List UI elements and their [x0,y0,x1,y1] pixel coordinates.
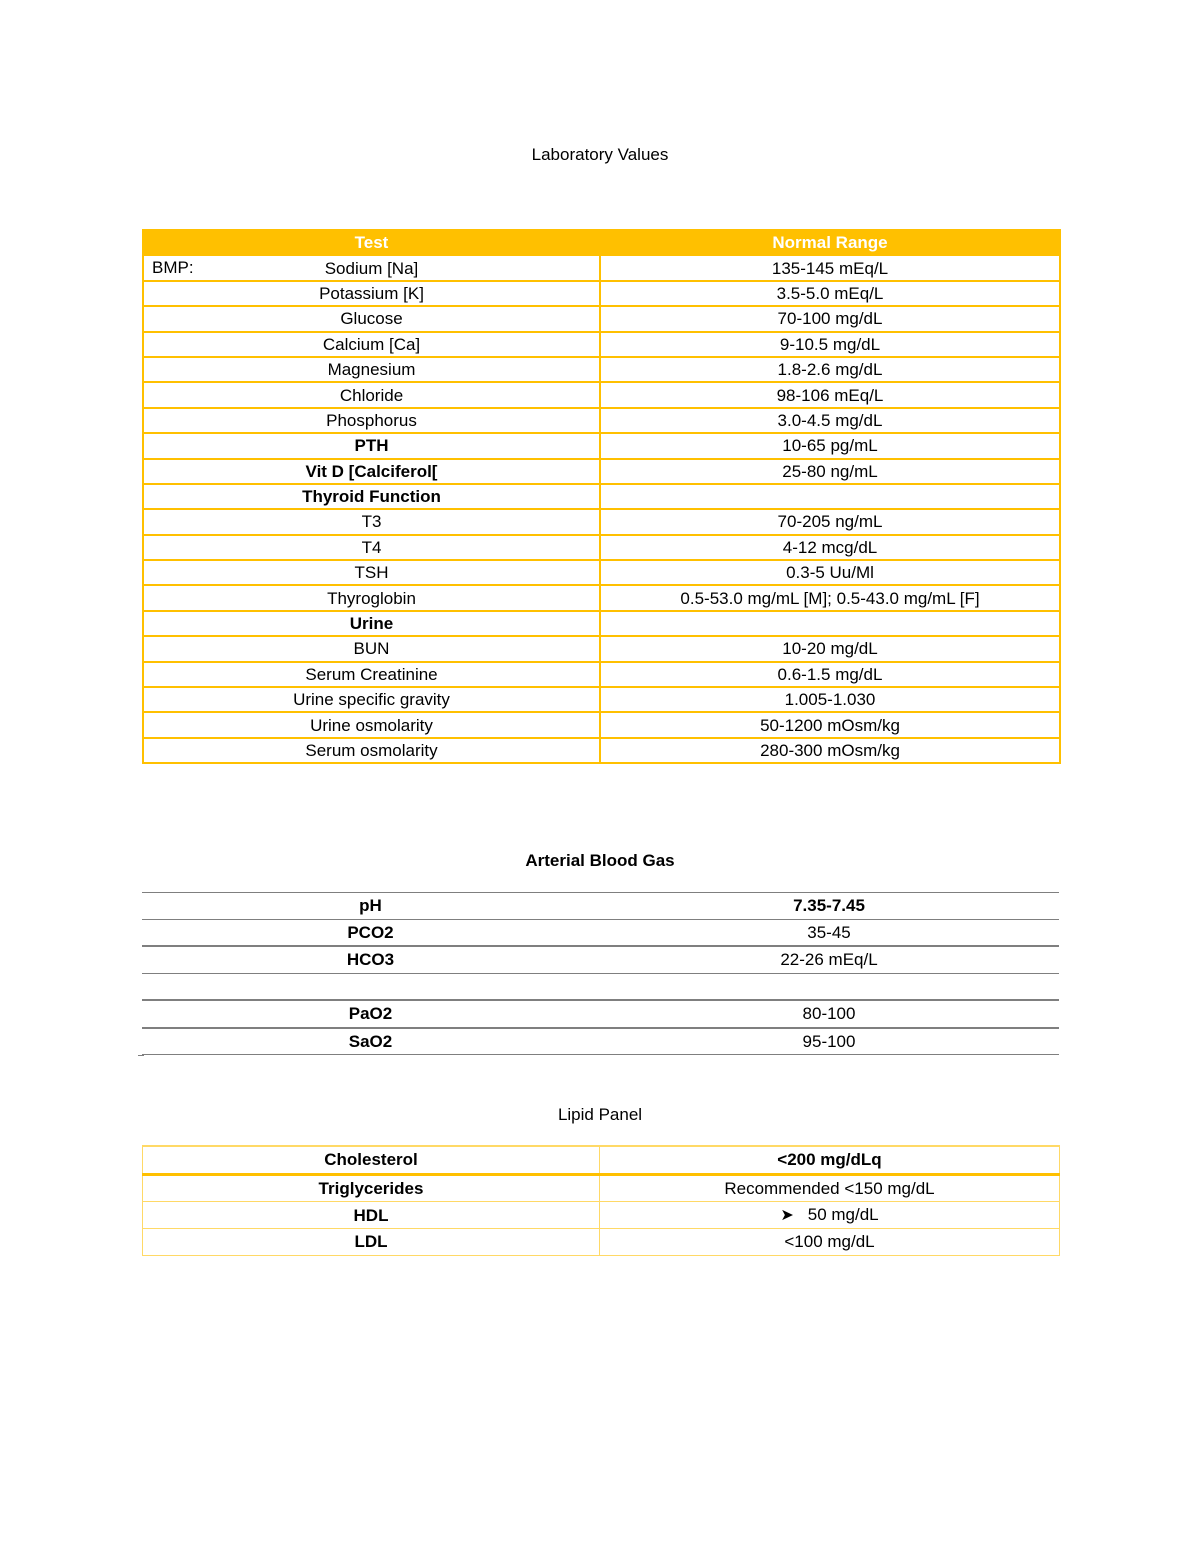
range-cell: 98-106 mEq/L [600,382,1060,407]
test-cell [143,332,600,357]
table-row [143,433,1060,458]
table-row [143,382,1060,407]
range-cell: 280-300 mOsm/kg [600,738,1060,763]
abg-name: pH [142,893,599,920]
header-normal-range: Normal Range [600,230,1060,255]
test-name: Serum osmolarity [305,741,438,760]
table-row [143,1229,1060,1256]
table-row [143,535,1060,560]
range-cell [600,611,1060,636]
test-cell [143,459,600,484]
test-name: Calcium [Ca] [322,334,421,354]
abg-title: Arterial Blood Gas [525,851,675,870]
table-row [142,919,1059,946]
lipid-name: LDL [143,1229,600,1256]
table-row [142,946,1059,973]
table-row [143,1146,1060,1174]
table-row [143,560,1060,585]
table-row [143,1202,1060,1229]
test-cell [143,585,600,610]
abg-value: 95-100 [599,1028,1059,1055]
lipid-name: Cholesterol [143,1146,600,1174]
table-row [143,332,1060,357]
test-cell [143,712,600,737]
abg-name: PaO2 [142,1000,599,1028]
table-row [143,1174,1060,1202]
test-cell [143,408,600,433]
range-cell [600,484,1060,509]
table-row [142,973,1059,1000]
test-name: Glucose [340,309,403,329]
lipid-value: <100 mg/dL [784,1232,875,1252]
lipid-name: Triglycerides [143,1174,600,1202]
table-row [143,636,1060,661]
test-name: BUN [353,639,390,659]
test-cell [143,382,600,407]
header-test: Test [143,230,600,255]
arrow-bullet-icon: ➤ [780,1207,794,1224]
test-name: T4 [361,537,382,557]
range-cell: 10-20 mg/dL [600,636,1060,661]
test-name: PTH [354,436,389,456]
test-cell [143,281,600,306]
lipid-value: <200 mg/dLq [777,1150,882,1170]
table-row [143,712,1060,737]
table-row [143,408,1060,433]
test-cell [143,357,600,382]
test-name: Potassium [K] [319,283,424,303]
test-cell [143,535,600,560]
abg-value: 22-26 mEq/L [599,946,1059,973]
lipid-value-cell [600,1202,1060,1229]
lipid-value: Recommended <150 mg/dL [724,1178,935,1198]
test-name: Sodium [Na] [324,258,419,278]
abg-value: 35-45 [599,919,1059,946]
table-rule [138,1055,144,1056]
table-row [143,357,1060,382]
test-cell [143,306,600,331]
test-cell [143,662,600,687]
range-cell: 70-100 mg/dL [600,306,1060,331]
test-name: Serum Creatinine [305,664,438,684]
test-name: Chloride [339,385,404,405]
laboratory-values-table [142,229,1061,764]
table-row [143,281,1060,306]
table-row [142,1028,1059,1055]
range-cell: 0.3-5 Uu/Ml [600,560,1060,585]
test-cell [143,433,600,458]
table-row [143,687,1060,712]
table-row [143,662,1060,687]
table-row [143,509,1060,534]
table-row [143,255,1060,280]
range-cell: 10-65 pg/mL [600,433,1060,458]
range-cell: 1.005-1.030 [600,687,1060,712]
lipid-value: 50 mg/dL [807,1205,879,1224]
range-cell: 70-205 ng/mL [600,509,1060,534]
range-cell: 50-1200 mOsm/kg [600,712,1060,737]
test-name: Phosphorus [326,410,417,430]
lipid-panel-table [142,1145,1060,1256]
abg-name [142,973,599,1000]
table-row [143,484,1060,509]
lipid-value-cell [600,1229,1060,1256]
range-cell: 0.6-1.5 mg/dL [600,662,1060,687]
test-cell [143,509,600,534]
test-name: Magnesium [327,360,416,380]
group-label: BMP: [152,258,194,278]
test-name: TSH [354,563,389,583]
test-cell [143,738,600,763]
table-row [143,459,1060,484]
arterial-blood-gas-table [142,892,1059,1055]
table-row [143,738,1060,763]
abg-value [599,973,1059,1000]
test-cell [143,611,600,636]
lipid-value-cell [600,1146,1060,1174]
range-cell: 1.8-2.6 mg/dL [600,357,1060,382]
test-cell [143,636,600,661]
test-cell [143,255,600,280]
test-name: Thyroid Function [302,487,441,507]
range-cell: 0.5-53.0 mg/mL [M]; 0.5-43.0 mg/mL [F] [600,585,1060,610]
test-name: Urine osmolarity [310,715,433,735]
table-row [143,611,1060,636]
range-cell: 4-12 mcg/dL [600,535,1060,560]
test-name: Vit D [Calciferol[ [305,461,438,481]
abg-value: 7.35-7.45 [599,893,1059,920]
range-cell: 9-10.5 mg/dL [600,332,1060,357]
abg-value: 80-100 [599,1000,1059,1028]
test-cell [143,484,600,509]
table-row [143,306,1060,331]
range-cell: 3.5-5.0 mEq/L [600,281,1060,306]
abg-name: PCO2 [142,919,599,946]
range-cell: 25-80 ng/mL [600,459,1060,484]
table-row [142,893,1059,920]
range-cell: 3.0-4.5 mg/dL [600,408,1060,433]
table-header-row [143,230,1060,255]
abg-name: HCO3 [142,946,599,973]
lipid-name: HDL [143,1202,600,1229]
test-name: T3 [361,512,382,532]
lipid-title: Lipid Panel [557,1105,643,1124]
test-name: Thyroglobin [327,588,416,608]
test-name: Urine specific gravity [293,690,450,710]
test-cell [143,687,600,712]
range-cell: 135-145 mEq/L [600,255,1060,280]
table-row [143,585,1060,610]
table-row [142,1000,1059,1028]
test-name: Urine [349,614,394,634]
lipid-value-cell [600,1174,1060,1202]
page-title: Laboratory Values [531,145,669,164]
test-cell [143,560,600,585]
abg-name: SaO2 [142,1028,599,1055]
